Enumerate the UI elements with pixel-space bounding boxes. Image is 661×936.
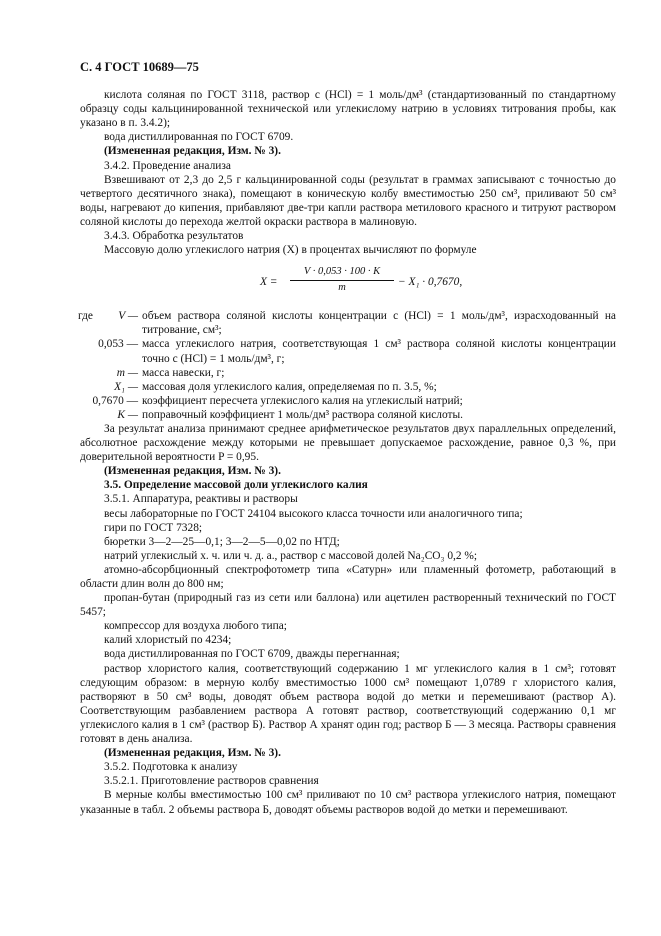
section-3-5-2-title: 3.5.2. Подготовка к анализу [104, 761, 238, 774]
definition-row [80, 309, 616, 337]
section-3-5-1-title: 3.5.1. Аппаратура, реактивы и растворы [104, 493, 298, 506]
page-header: С. 4 ГОСТ 10689—75 [80, 60, 199, 74]
paragraph-result: За результат анализа принимают среднее арифметическое результатов двух параллельных определений, абсолютное расхождение между которыми не превышает допускаемое расхождение, равное 0,3 %, при доверительной вероятности P = 0,95. [80, 422, 616, 464]
definition-symbol: 0,7670 — [92, 394, 138, 407]
equipment-item: гири по ГОСТ 7328; [104, 521, 203, 534]
where-label: где [78, 310, 93, 323]
definition-symbol: 0,053 — [98, 338, 138, 351]
equipment-item: вода дистиллированная по ГОСТ 6709, дважды перегнанная; [104, 648, 400, 661]
equipment-item: пропан-бутан (природный газ из сети или баллона) или ацетилен растворенный технический по ГОСТ 5457; [80, 592, 616, 619]
equipment-item: бюретки 3—2—25—0,1; 3—2—5—0,02 по НТД; [104, 535, 340, 548]
revision-note-3: (Измененная редакция, Изм. № 3). [104, 747, 281, 760]
equipment-item: весы лабораторные по ГОСТ 24104 высокого класса точности или аналогичного типа; [104, 507, 523, 520]
equipment-item: натрий углекислый х. ч. или ч. д. а., раствор с массовой долей Na₂CO₃ 0,2 %; [104, 549, 478, 562]
section-3-5-title: 3.5. Определение массовой доли углекислого калия [104, 479, 368, 492]
definition-text: массовая доля углекислого калия, определяемая по п. 3.5, %; [142, 380, 437, 393]
definition-row [80, 394, 616, 408]
formula-denominator: m [338, 282, 346, 294]
definition-text: поправочный коэффициент 1 моль/дм³ раствора соляной кислоты. [142, 408, 463, 421]
definition-row [80, 366, 616, 380]
paragraph-procedure: Взвешивают от 2,3 до 2,5 г кальцинированной соды (результат в граммах записывают с точностью до четвертого десятичного знака), помещают в коническую колбу вместимостью 250 см³, приливают 50 см³ воды, нагревают до кипения, прибавляют две-три капли раствора метилового красного и титруют раствором соляной кислоты до перехода желтой окраски раствора в малиновую. [80, 173, 616, 228]
formula-numerator: V · 0,053 · 100 · K [290, 265, 394, 281]
definition-symbol: K — [117, 408, 138, 421]
document-page [80, 60, 616, 817]
paragraph-reagent-hcl: кислота соляная по ГОСТ 3118, раствор c (HCl) = 1 моль/дм³ (стандартизованный по стандартному образцу соды кальцинированной технической или углекислому натрию в условиях титрования пробы, как указано в п. 3.4.2); [80, 89, 616, 130]
equipment-item: калий хлористый по 4234; [104, 634, 232, 647]
definition-symbol: X₁ — [114, 380, 138, 393]
equipment-item: компрессор для воздуха любого типа; [104, 620, 287, 633]
definition-text: объем раствора соляной кислоты концентрации c (HCl) = 1 моль/дм³, израсходованный на титрование, см³; [142, 310, 616, 337]
definition-row [80, 337, 616, 365]
formula-fraction [290, 265, 394, 295]
definition-text: масса навески, г; [142, 366, 225, 379]
definition-row [80, 408, 616, 422]
section-3-4-2-title: 3.4.2. Проведение анализа [104, 159, 231, 172]
revision-note-1: (Измененная редакция, Изм. № 3). [104, 145, 281, 158]
definition-symbol: m — [116, 366, 138, 379]
equipment-item: раствор хлористого калия, соответствующий содержанию 1 мг углекислого калия в 1 см³; готовят следующим образом: в мерную колбу вместимостью 1000 см³ помещают 1,0789 г хлористого калия, растворяют в 50 см³ воды, доводят объем раствора водой до метки и перемешивают (раствор А). Соответствующим разбавлением раствора А готовят раствор, соответствующий содержанию 0,1 мг углекислого калия в 1 см³ (раствор Б). Раствор А хранят один год; раствор Б — 3 месяца. Растворы сравнения готовят в день анализа. [80, 662, 616, 746]
definition-text: масса углекислого натрия, соответствующая 1 см³ раствора соляной кислоты концентрации точно c (HCl) = 1 моль/дм³, г; [142, 338, 616, 365]
formula [80, 265, 616, 299]
definition-text: коэффициент пересчета углекислого калия на углекислый натрий; [142, 394, 463, 407]
section-3-5-2-1-title: 3.5.2.1. Приготовление растворов сравнения [104, 775, 319, 788]
section-3-4-3-title: 3.4.3. Обработка результатов [104, 230, 244, 243]
formula-lhs: X = [260, 276, 278, 289]
formula-rhs: − X₁ · 0,7670, [398, 276, 463, 289]
equipment-item: атомно-абсорбционный спектрофотометр типа «Сатурн» или пламенный фотометр, работающий в области длин волн до 800 нм; [80, 563, 616, 590]
formula-definitions [80, 309, 616, 422]
revision-note-2: (Измененная редакция, Изм. № 3). [104, 465, 281, 478]
paragraph-water: вода дистиллированная по ГОСТ 6709. [104, 131, 294, 144]
definition-symbol: V — [118, 310, 138, 323]
definition-row [80, 380, 616, 394]
paragraph-formula-intro: Массовую долю углекислого натрия (X) в процентах вычисляют по формуле [104, 244, 477, 257]
paragraph-reference-solutions: В мерные колбы вместимостью 100 см³ приливают по 10 см³ раствора углекислого натрия, помещают указанные в табл. 2 объемы раствора Б, доводят объемы растворов водой до метки и перемешивают. [80, 789, 616, 816]
